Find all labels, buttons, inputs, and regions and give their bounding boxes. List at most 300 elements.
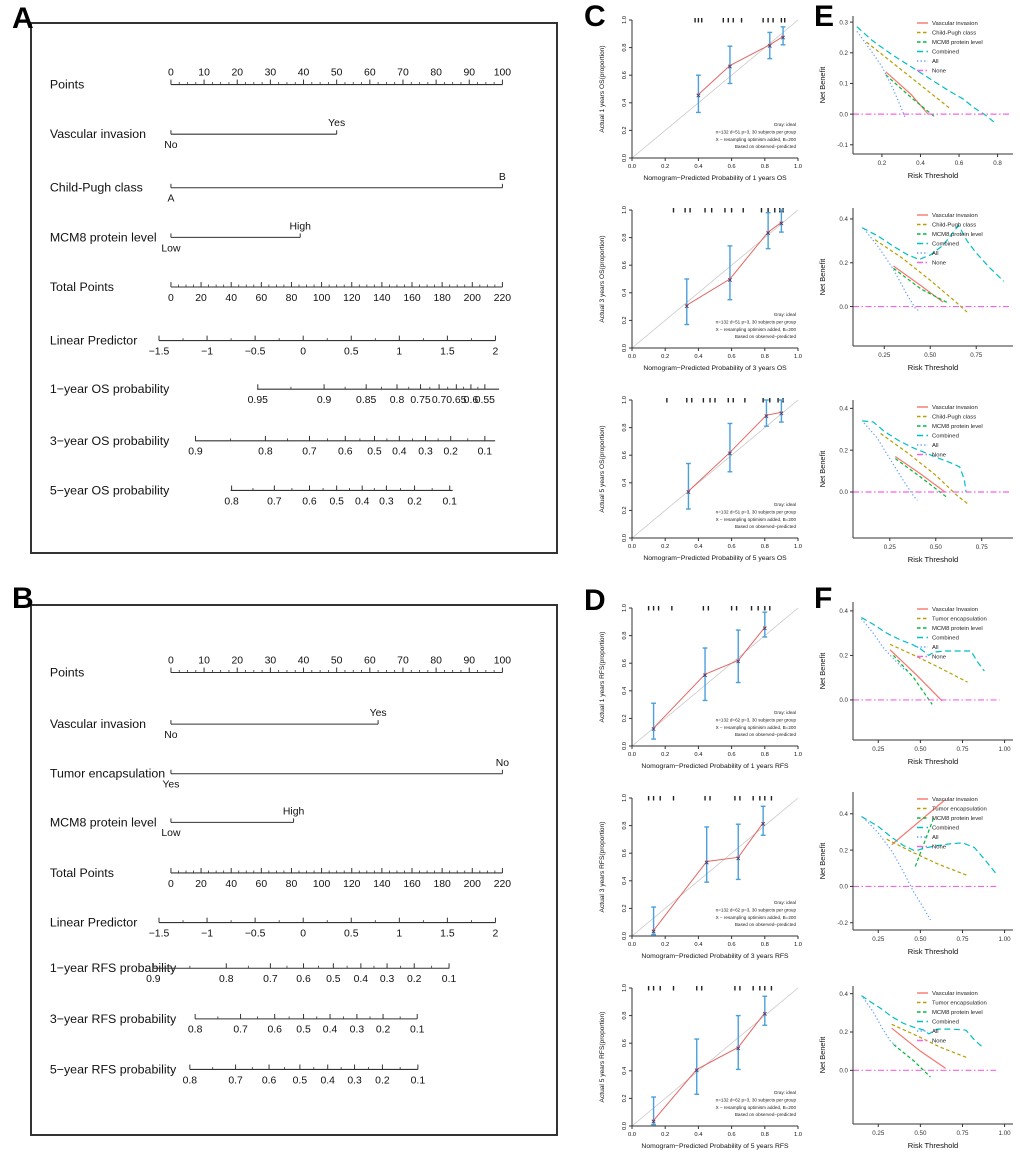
svg-text:Tumor encapsulation: Tumor encapsulation [932, 1000, 987, 1007]
panel-label-b: B [12, 582, 34, 615]
svg-text:0.7: 0.7 [431, 395, 447, 407]
svg-text:0.6: 0.6 [622, 849, 628, 858]
svg-text:0.1: 0.1 [839, 80, 848, 88]
svg-text:0.2: 0.2 [661, 544, 670, 550]
svg-text:0.75: 0.75 [956, 1130, 969, 1137]
svg-text:X − resampling optimism added,: X − resampling optimism added, B=200 [715, 724, 796, 730]
svg-text:All: All [932, 645, 939, 652]
svg-text:Tumor encapsulation: Tumor encapsulation [932, 616, 987, 623]
svg-text:1.0: 1.0 [793, 752, 803, 758]
svg-text:High: High [282, 806, 305, 818]
svg-text:Vascular invasion: Vascular invasion [49, 127, 147, 142]
svg-text:MCM8 protein level: MCM8 protein level [932, 424, 983, 431]
svg-text:0.4: 0.4 [694, 942, 703, 948]
svg-text:1.00: 1.00 [998, 1130, 1011, 1137]
svg-text:0.2: 0.2 [375, 1024, 391, 1036]
panel-label-c: C [584, 0, 606, 33]
svg-text:n=132 d=62 p=3, 30 subjects pe: n=132 d=62 p=3, 30 subjects per group [715, 907, 796, 913]
svg-text:Based on observed−predicted: Based on observed−predicted [734, 334, 796, 340]
dca-plot-5y-os-svg [813, 390, 1019, 580]
svg-text:0.4: 0.4 [353, 974, 369, 986]
panel-label-e: E [814, 0, 835, 33]
svg-text:10: 10 [198, 655, 210, 667]
svg-text:0.95: 0.95 [247, 395, 268, 407]
svg-text:Child-Pugh class: Child-Pugh class [49, 180, 143, 195]
svg-text:0.8: 0.8 [224, 496, 239, 508]
svg-text:0.7: 0.7 [228, 1075, 243, 1087]
svg-text:Based on observed−predicted: Based on observed−predicted [734, 144, 796, 150]
svg-text:Combined: Combined [932, 1019, 959, 1026]
calibration-plot-1y-rfs-svg [588, 596, 812, 786]
svg-text:Nomogram−Predicted Probability: Nomogram−Predicted Probability of 3 years RFS [641, 953, 789, 960]
svg-text:0.0: 0.0 [622, 741, 628, 751]
svg-text:1.0: 1.0 [622, 15, 628, 25]
svg-text:0.5: 0.5 [344, 928, 359, 940]
svg-text:Nomogram−Predicted Probability: Nomogram−Predicted Probability of 1 years OS [643, 175, 787, 182]
svg-text:0.1: 0.1 [410, 1075, 426, 1087]
svg-text:Combined: Combined [932, 241, 959, 248]
svg-text:0.8: 0.8 [187, 1024, 203, 1036]
svg-text:Points: Points [49, 77, 85, 92]
svg-text:0.6: 0.6 [727, 752, 736, 758]
svg-text:Low: Low [161, 243, 181, 255]
svg-text:1.0: 1.0 [622, 395, 628, 405]
svg-text:0.7: 0.7 [263, 974, 278, 986]
svg-text:20: 20 [195, 292, 207, 304]
svg-text:X − resampling optimism added,: X − resampling optimism added, B=200 [715, 326, 796, 332]
dca-plot-1y-os-svg [813, 6, 1019, 196]
svg-text:Gray: ideal: Gray: ideal [773, 312, 796, 317]
svg-text:1−year RFS probability: 1−year RFS probability [49, 961, 177, 976]
svg-text:Points: Points [49, 665, 85, 680]
svg-text:All: All [932, 1029, 939, 1036]
svg-text:Nomogram−Predicted Probability: Nomogram−Predicted Probability of 5 years OS [643, 555, 787, 562]
svg-text:20: 20 [231, 655, 244, 667]
svg-text:0.50: 0.50 [929, 544, 942, 551]
dca-plot-3y-os-svg [813, 198, 1019, 388]
calibration-plot-5y-rfs-svg [588, 976, 812, 1166]
svg-text:0.25: 0.25 [883, 544, 896, 551]
svg-text:0.75: 0.75 [956, 936, 969, 943]
svg-text:0.4: 0.4 [622, 288, 628, 297]
svg-text:0.6: 0.6 [622, 451, 628, 460]
svg-text:1.00: 1.00 [998, 746, 1011, 753]
svg-text:Combined: Combined [932, 433, 959, 440]
svg-text:0.5: 0.5 [367, 446, 382, 458]
svg-text:90: 90 [463, 67, 476, 79]
svg-text:200: 200 [463, 878, 481, 890]
svg-text:0.4: 0.4 [694, 1132, 703, 1138]
svg-text:1.0: 1.0 [622, 983, 628, 993]
svg-text:0.6: 0.6 [338, 446, 353, 458]
svg-text:None: None [932, 260, 947, 267]
svg-text:0.2: 0.2 [622, 126, 628, 135]
svg-text:None: None [932, 654, 947, 661]
svg-text:MCM8 protein level: MCM8 protein level [49, 815, 157, 830]
svg-text:0.0: 0.0 [839, 1067, 848, 1075]
svg-text:0.0: 0.0 [622, 931, 628, 941]
svg-text:0.7: 0.7 [233, 1024, 248, 1036]
svg-text:3−year OS probability: 3−year OS probability [49, 433, 170, 448]
svg-text:0.75: 0.75 [975, 544, 988, 551]
calibration-plot-5y-os [588, 388, 812, 578]
svg-text:Actual 1 years RFS(proportion): Actual 1 years RFS(proportion) [599, 631, 606, 723]
dca-plot-1y-os [813, 6, 1019, 196]
svg-text:Net Benefit: Net Benefit [818, 258, 827, 296]
svg-text:X − resampling optimism added,: X − resampling optimism added, B=200 [715, 914, 796, 920]
svg-text:0: 0 [168, 67, 174, 79]
svg-text:0.50: 0.50 [924, 352, 937, 359]
svg-text:0.25: 0.25 [872, 746, 885, 753]
svg-text:120: 120 [343, 292, 361, 304]
svg-text:0.2: 0.2 [407, 496, 422, 508]
svg-text:Linear Predictor: Linear Predictor [49, 915, 138, 930]
svg-text:-0.2: -0.2 [837, 919, 848, 927]
calibration-plot-5y-os-svg [588, 388, 812, 578]
svg-text:Tumor encapsulation: Tumor encapsulation [49, 766, 166, 781]
svg-text:0.3: 0.3 [379, 496, 394, 508]
svg-text:Risk Threshold: Risk Threshold [907, 555, 959, 564]
svg-text:Based on observed−predicted: Based on observed−predicted [734, 922, 796, 928]
svg-text:Nomogram−Predicted Probability: Nomogram−Predicted Probability of 5 years RFS [641, 1143, 789, 1150]
svg-text:0.4: 0.4 [322, 1024, 338, 1036]
nomogram-rfs-panel-svg [32, 606, 556, 1134]
svg-text:1.00: 1.00 [998, 936, 1011, 943]
svg-text:0.0: 0.0 [622, 1121, 628, 1131]
panel-label-d: D [584, 584, 606, 617]
svg-text:40: 40 [225, 878, 237, 890]
svg-text:Linear Predictor: Linear Predictor [49, 333, 138, 348]
svg-text:0.2: 0.2 [839, 847, 848, 855]
svg-text:0.5: 0.5 [329, 496, 344, 508]
svg-text:0.3: 0.3 [379, 974, 395, 986]
svg-text:Risk Threshold: Risk Threshold [907, 363, 959, 372]
svg-text:0.2: 0.2 [839, 259, 848, 267]
svg-text:100: 100 [312, 292, 331, 304]
svg-text:70: 70 [397, 67, 409, 79]
svg-text:0.65: 0.65 [446, 395, 467, 407]
svg-text:0.75: 0.75 [970, 352, 983, 359]
svg-text:n=132 d=62 p=3, 30 subjects pe: n=132 d=62 p=3, 30 subjects per group [715, 717, 796, 723]
svg-text:0.2: 0.2 [375, 1075, 390, 1087]
svg-text:−1.5: −1.5 [148, 346, 170, 358]
svg-text:0.8: 0.8 [760, 354, 769, 360]
svg-text:0.6: 0.6 [622, 71, 628, 80]
svg-text:Actual 1 years OS(proportion): Actual 1 years OS(proportion) [599, 45, 606, 133]
svg-text:0.6: 0.6 [622, 261, 628, 270]
svg-text:40: 40 [297, 67, 310, 79]
svg-text:5−year RFS probability: 5−year RFS probability [49, 1062, 177, 1077]
svg-text:0.4: 0.4 [622, 876, 628, 885]
svg-text:1.0: 1.0 [622, 205, 628, 215]
svg-text:B: B [498, 171, 506, 183]
svg-text:0.0: 0.0 [622, 343, 628, 353]
svg-text:−1: −1 [201, 928, 214, 940]
svg-text:0.8: 0.8 [993, 160, 1002, 167]
svg-text:None: None [932, 844, 947, 851]
svg-text:0.0: 0.0 [622, 153, 628, 163]
dca-plot-5y-os [813, 390, 1019, 580]
calibration-plot-1y-os [588, 8, 812, 198]
svg-text:100: 100 [493, 655, 512, 667]
svg-text:0.2: 0.2 [661, 1132, 670, 1138]
svg-text:Child-Pugh class: Child-Pugh class [932, 222, 977, 229]
svg-text:0.4: 0.4 [839, 990, 848, 998]
svg-text:MCM8 protein level: MCM8 protein level [49, 230, 157, 245]
calibration-plot-3y-rfs [588, 786, 812, 976]
svg-text:n=132 d=51 p=3, 30 subjects pe: n=132 d=51 p=3, 30 subjects per group [715, 319, 796, 325]
svg-text:0.1: 0.1 [441, 974, 457, 986]
svg-text:0.6: 0.6 [267, 1024, 282, 1036]
svg-text:Tumor encapsulation: Tumor encapsulation [932, 806, 987, 813]
dca-plot-1y-rfs [813, 592, 1019, 782]
svg-text:120: 120 [343, 878, 361, 890]
svg-text:0.6: 0.6 [727, 544, 736, 550]
dca-plot-1y-rfs-svg [813, 592, 1019, 782]
dca-plot-3y-rfs [813, 782, 1019, 972]
svg-text:0.8: 0.8 [622, 821, 628, 830]
svg-text:X − resampling optimism added,: X − resampling optimism added, B=200 [715, 516, 796, 522]
svg-text:0.6: 0.6 [954, 160, 964, 167]
svg-text:0.50: 0.50 [914, 1130, 927, 1137]
svg-text:0.0: 0.0 [839, 489, 848, 497]
svg-text:Risk Threshold: Risk Threshold [907, 947, 959, 956]
svg-text:0.75: 0.75 [410, 395, 431, 407]
svg-text:0.4: 0.4 [839, 608, 848, 616]
svg-text:−1.5: −1.5 [148, 928, 170, 940]
svg-text:0.9: 0.9 [316, 395, 332, 407]
svg-text:0.6: 0.6 [622, 659, 628, 668]
svg-text:1.5: 1.5 [440, 346, 455, 358]
svg-text:Net Benefit: Net Benefit [818, 1036, 827, 1074]
svg-text:0.2: 0.2 [443, 446, 458, 458]
svg-text:0.8: 0.8 [622, 1011, 628, 1020]
svg-text:10: 10 [198, 67, 210, 79]
svg-text:0.2: 0.2 [622, 904, 628, 913]
svg-text:0.4: 0.4 [916, 160, 925, 167]
svg-text:80: 80 [285, 878, 298, 890]
dca-plot-5y-rfs [813, 976, 1019, 1166]
svg-text:No: No [495, 757, 510, 769]
svg-text:0.4: 0.4 [839, 810, 848, 818]
nomogram-rfs-panel [30, 604, 558, 1136]
svg-text:80: 80 [430, 67, 442, 79]
svg-text:Gray: ideal: Gray: ideal [773, 502, 796, 507]
svg-text:0.0: 0.0 [839, 111, 848, 119]
svg-text:0.8: 0.8 [182, 1075, 198, 1087]
svg-text:0.1: 0.1 [409, 1024, 425, 1036]
svg-text:0.2: 0.2 [839, 50, 848, 57]
svg-text:Yes: Yes [328, 118, 346, 130]
svg-text:None: None [932, 68, 947, 75]
svg-text:0.55: 0.55 [474, 395, 495, 407]
svg-text:0.8: 0.8 [622, 233, 628, 242]
svg-text:0: 0 [168, 292, 174, 304]
dca-plot-3y-os [813, 198, 1019, 388]
svg-text:Vascular invasion: Vascular invasion [49, 717, 147, 732]
svg-text:Vascular Invasion: Vascular Invasion [932, 607, 979, 614]
svg-text:0.4: 0.4 [694, 164, 703, 170]
svg-text:0.8: 0.8 [389, 395, 405, 407]
dca-plot-5y-rfs-svg [813, 976, 1019, 1166]
svg-text:0: 0 [300, 928, 307, 940]
svg-text:MCM8 protein level: MCM8 protein level [932, 816, 983, 823]
svg-text:0.25: 0.25 [878, 352, 891, 359]
svg-text:3−year RFS probability: 3−year RFS probability [49, 1011, 177, 1026]
svg-text:All: All [932, 251, 939, 258]
svg-text:0.2: 0.2 [622, 506, 628, 515]
svg-text:0.25: 0.25 [872, 1130, 885, 1137]
svg-text:0.6: 0.6 [727, 164, 736, 170]
svg-text:50: 50 [330, 655, 343, 667]
svg-text:Yes: Yes [162, 779, 180, 791]
svg-text:0: 0 [300, 346, 307, 358]
svg-text:0: 0 [168, 655, 174, 667]
svg-text:No: No [164, 140, 178, 152]
svg-text:0.8: 0.8 [760, 1132, 769, 1138]
svg-text:100: 100 [312, 878, 331, 890]
svg-text:0.2: 0.2 [622, 1094, 628, 1103]
svg-text:0.6: 0.6 [302, 496, 317, 508]
svg-text:-0.1: -0.1 [837, 142, 848, 149]
svg-text:All: All [932, 59, 939, 66]
svg-text:1.0: 1.0 [793, 1132, 803, 1138]
svg-text:0.50: 0.50 [914, 936, 927, 943]
svg-text:30: 30 [264, 655, 277, 667]
svg-text:Vascular invasion: Vascular invasion [932, 21, 978, 28]
svg-text:1−year OS probability: 1−year OS probability [49, 382, 170, 397]
svg-text:60: 60 [364, 655, 376, 667]
svg-text:Total Points: Total Points [49, 279, 114, 294]
svg-text:0.0: 0.0 [627, 752, 637, 758]
svg-text:140: 140 [373, 878, 391, 890]
svg-text:40: 40 [225, 292, 237, 304]
svg-text:0.6: 0.6 [727, 354, 736, 360]
svg-text:0.0: 0.0 [839, 697, 848, 705]
svg-text:0.0: 0.0 [627, 544, 637, 550]
svg-text:180: 180 [433, 878, 451, 890]
svg-text:n=132 d=62 p=3, 30 subjects pe: n=132 d=62 p=3, 30 subjects per group [715, 1097, 796, 1103]
svg-text:0: 0 [168, 878, 174, 890]
calibration-plot-3y-os [588, 198, 812, 388]
svg-text:0.2: 0.2 [661, 752, 670, 758]
svg-text:0.3: 0.3 [418, 446, 433, 458]
svg-text:5−year OS probability: 5−year OS probability [49, 483, 170, 498]
svg-text:Gray: ideal: Gray: ideal [773, 122, 796, 127]
svg-text:−0.5: −0.5 [244, 346, 266, 358]
svg-text:−0.5: −0.5 [244, 928, 266, 940]
svg-text:0.4: 0.4 [354, 496, 370, 508]
svg-text:0.8: 0.8 [622, 631, 628, 640]
svg-text:0.1: 0.1 [442, 496, 457, 508]
svg-text:Combined: Combined [932, 825, 959, 832]
svg-text:0.2: 0.2 [407, 974, 422, 986]
svg-text:Gray: ideal: Gray: ideal [773, 1090, 796, 1095]
svg-text:0.2: 0.2 [839, 447, 848, 455]
svg-text:60: 60 [255, 292, 268, 304]
panel-label-a: A [12, 2, 34, 35]
svg-text:n=132 d=51 p=3, 30 subjects pe: n=132 d=51 p=3, 30 subjects per group [715, 509, 796, 515]
svg-text:30: 30 [264, 67, 277, 79]
svg-text:Vascular invasion: Vascular invasion [932, 797, 978, 804]
svg-text:0.2: 0.2 [661, 164, 670, 170]
svg-text:0.4: 0.4 [694, 354, 703, 360]
svg-text:220: 220 [493, 878, 512, 890]
svg-text:0.5: 0.5 [344, 346, 359, 358]
svg-text:0.0: 0.0 [627, 1132, 637, 1138]
svg-text:0.25: 0.25 [872, 936, 885, 943]
svg-text:0.4: 0.4 [392, 446, 407, 458]
svg-text:0.0: 0.0 [627, 942, 637, 948]
svg-text:220: 220 [493, 292, 512, 304]
calibration-plot-3y-rfs-svg [588, 786, 812, 976]
svg-text:Net Benefit: Net Benefit [818, 842, 827, 880]
svg-text:Gray: ideal: Gray: ideal [773, 900, 796, 905]
svg-text:Nomogram−Predicted Probability: Nomogram−Predicted Probability of 3 years OS [643, 365, 787, 372]
svg-text:0.4: 0.4 [622, 478, 628, 487]
svg-text:20: 20 [195, 878, 207, 890]
panel-label-f: F [814, 582, 833, 615]
svg-text:0.9: 0.9 [146, 974, 161, 986]
svg-text:0.8: 0.8 [622, 423, 628, 432]
svg-text:0.4: 0.4 [622, 1066, 628, 1075]
svg-text:1.0: 1.0 [622, 603, 628, 613]
svg-text:Gray: ideal: Gray: ideal [773, 710, 796, 715]
svg-text:80: 80 [430, 655, 442, 667]
svg-text:0.4: 0.4 [839, 216, 848, 224]
svg-text:Child-Pugh class: Child-Pugh class [932, 30, 977, 37]
svg-text:0.8: 0.8 [760, 942, 769, 948]
svg-text:All: All [932, 443, 939, 450]
svg-text:0.1: 0.1 [477, 446, 493, 458]
svg-text:0.6: 0.6 [296, 974, 311, 986]
svg-text:0.0: 0.0 [622, 533, 628, 543]
svg-text:1.0: 1.0 [793, 544, 803, 550]
svg-text:2: 2 [492, 346, 499, 358]
svg-text:MCM8 protein level: MCM8 protein level [932, 1010, 983, 1017]
svg-text:50: 50 [330, 67, 343, 79]
svg-text:60: 60 [364, 67, 376, 79]
svg-text:0.2: 0.2 [661, 942, 670, 948]
svg-text:0.8: 0.8 [219, 974, 234, 986]
svg-text:Vascular invasion: Vascular invasion [932, 405, 978, 412]
svg-text:A: A [167, 193, 175, 205]
svg-text:70: 70 [397, 655, 409, 667]
svg-text:1: 1 [396, 928, 403, 940]
svg-text:X − resampling optimism added,: X − resampling optimism added, B=200 [715, 136, 796, 142]
svg-text:All: All [932, 835, 939, 842]
svg-text:0.2: 0.2 [839, 1029, 848, 1037]
svg-text:0.6: 0.6 [727, 1132, 736, 1138]
svg-text:0.6: 0.6 [463, 395, 479, 407]
svg-text:0.3: 0.3 [839, 19, 848, 27]
svg-text:MCM8 protein level: MCM8 protein level [932, 626, 983, 633]
svg-text:−1: −1 [201, 346, 214, 358]
svg-text:0.0: 0.0 [839, 883, 848, 891]
svg-text:100: 100 [493, 67, 512, 79]
svg-text:None: None [932, 452, 947, 459]
svg-text:0.8: 0.8 [760, 164, 769, 170]
svg-text:Based on observed−predicted: Based on observed−predicted [734, 732, 796, 738]
svg-text:MCM8 protein level: MCM8 protein level [932, 232, 983, 239]
svg-text:0.7: 0.7 [267, 496, 282, 508]
svg-text:0.8: 0.8 [622, 43, 628, 52]
svg-text:0.2: 0.2 [839, 652, 848, 660]
svg-text:1.5: 1.5 [440, 928, 455, 940]
svg-text:0.2: 0.2 [661, 354, 670, 360]
svg-text:0.50: 0.50 [914, 746, 927, 753]
svg-text:Risk Threshold: Risk Threshold [907, 171, 959, 180]
